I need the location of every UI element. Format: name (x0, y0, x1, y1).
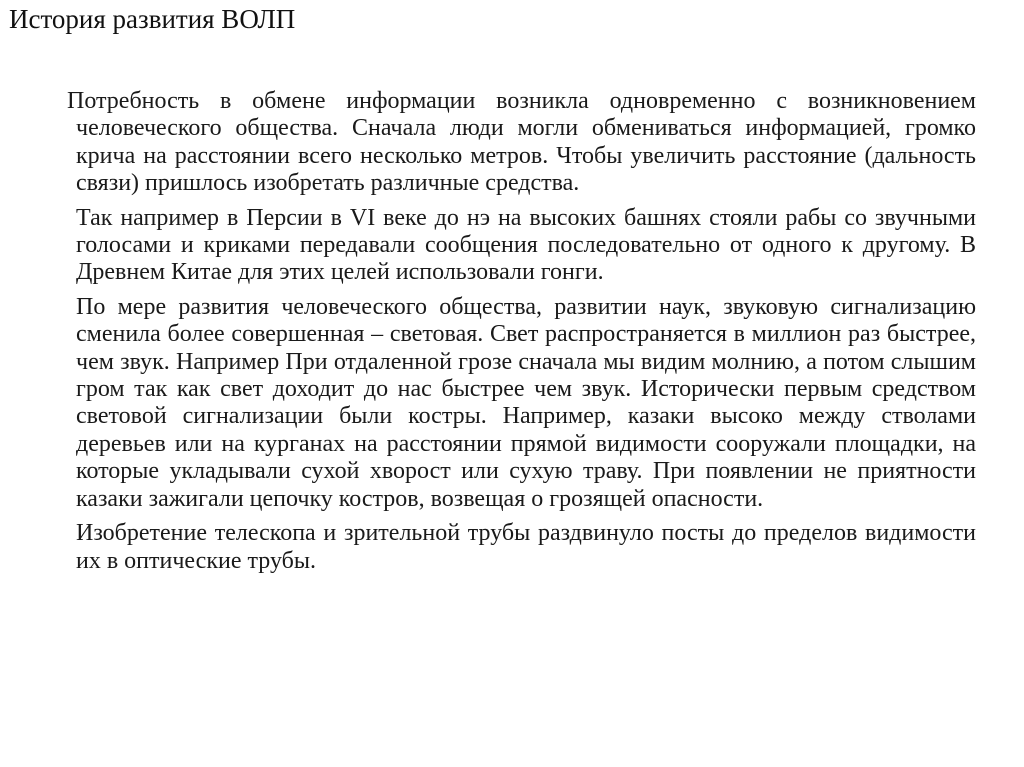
paragraph-persia-china: Так например в Персии в VI веке до нэ на высоких башнях стояли рабы со звучными голосами и криками передавали сообщения последовательно от одного к другому. В Древнем Китае для этих целей использовали гонги. (76, 204, 976, 286)
paragraph-telescope: Изобретение телескопа и зрительной трубы раздвинуло посты до пределов видимости их в оптические трубы. (76, 520, 976, 574)
slide-title: История развития ВОЛП (9, 4, 296, 34)
slide-body (67, 88, 976, 582)
paragraph-light-signaling: По мере развития человеческого общества, развитии наук, звуковую сигнализацию сменила более совершенная – световая. Свет распространяется в миллион раз быстрее, чем звук. Например При отдаленной грозе сначала мы видим молнию, а потом слышим гром так как свет доходит до нас быстрее чем звук. Исторически первым средством световой сигнализации были костры. Например, казаки высоко между стволами деревьев или на курганах на расстоянии прямой видимости сооружали площадки, на которые укладывали сухой хворост или сухую траву. При появлении не приятности казаки зажигали цепочку костров, возвещая о грозящей опасности. (76, 293, 976, 512)
paragraph-need-for-communication: Потребность в обмене информации возникла одновременно с возникновением человеческого общества. Сначала люди могли обмениваться информацией, громко крича на расстоянии всего несколько метров. Чтобы увеличить расстояние (дальность связи) пришлось изобретать различные средства. (67, 88, 976, 197)
